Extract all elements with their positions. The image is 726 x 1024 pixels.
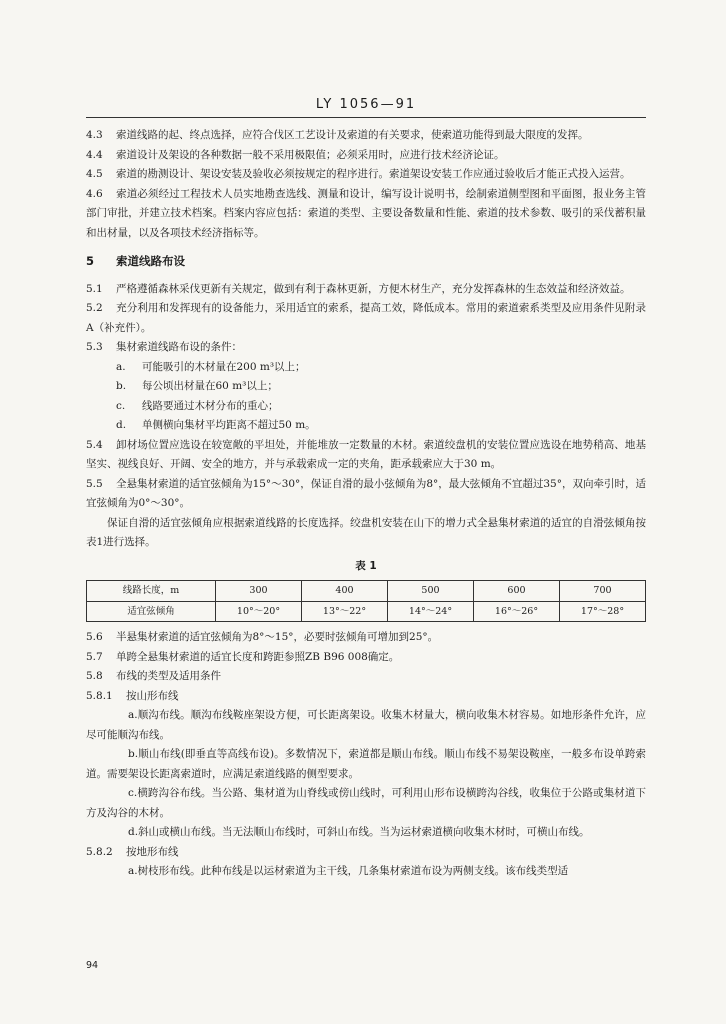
clause-4-3 bbox=[86, 126, 646, 146]
clause-number: 5.5 bbox=[86, 477, 103, 490]
clause-number: 5.6 bbox=[86, 631, 103, 643]
clause-number: 4.4 bbox=[86, 148, 103, 161]
clause-number: 5.7 bbox=[86, 650, 103, 663]
header-rule bbox=[86, 117, 646, 118]
item-text: 单侧横向集材平均距离不超过50 m。 bbox=[142, 419, 316, 431]
clause-text: 卸材场位置应选设在较宽敞的平坦处，并能堆放一定数量的木材。索道绞盘机的安装位置应选设在地势稍高、地基坚实、视线良好、开阔、安全的地方，并与承载索成一定的夹角，距承载索应大于30 m。 bbox=[86, 438, 646, 470]
clause-text: 索道设计及架设的各种数据一般不采用极限值；必须采用时，应进行技术经济论证。 bbox=[116, 148, 505, 161]
list-item bbox=[86, 862, 646, 882]
item-text: 斜山或横山布线。当无法顺山布线时，可斜山布线。当为运材索道横向收集木材时，可横山布线。 bbox=[138, 826, 590, 838]
clause-text: 集材索道线路布设的条件： bbox=[116, 341, 242, 353]
clause-text: 全悬集材索道的适宜弦倾角为15°～30°，保证自滑的最小弦倾角为8°，最大弦倾角不宜超过35°，双向牵引时，适宜弦倾角为0°～30°。 bbox=[86, 477, 646, 509]
item-text: 树枝形布线。此种布线是以运材索道为主干线，几条集材索道布设为两侧支线。该布线类型适 bbox=[137, 865, 569, 877]
item-label: d. bbox=[128, 826, 139, 838]
item-text: 横跨沟谷布线。当公路、集材道为山脊线或傍山线时，可利用山形布设横跨沟谷线，收集位于公路或集材道下方及沟谷的木材。 bbox=[86, 787, 646, 819]
clause-4-6 bbox=[86, 185, 646, 244]
table-row-lengths bbox=[87, 581, 646, 602]
list-item bbox=[86, 397, 646, 417]
clause-number: 5.8 bbox=[86, 670, 103, 682]
section-5-title bbox=[86, 252, 646, 272]
clause-5-8-1 bbox=[86, 687, 646, 707]
table-cell: 700 bbox=[560, 581, 646, 602]
clause-number: 5.2 bbox=[86, 302, 103, 314]
clause-text: 索道线路的起、终点选择，应符合伐区工艺设计及索道的有关要求，使索道功能得到最大限度的发挥。 bbox=[116, 129, 589, 141]
clause-5-6 bbox=[86, 628, 646, 648]
page-number: 94 bbox=[86, 960, 99, 971]
clause-5-8-2 bbox=[86, 843, 646, 863]
item-text: 顺沟布线。顺沟布线鞍座架设方便，可长距离架设。收集木材量大，横向收集木材容易。如地形条件允许，应尽可能顺沟布线。 bbox=[86, 709, 646, 741]
item-label: a. bbox=[128, 865, 138, 877]
section-title-text: 索道线路布设 bbox=[116, 254, 185, 268]
item-label: a. bbox=[128, 709, 138, 721]
clause-number: 5.3 bbox=[86, 341, 103, 353]
clause-number: 4.3 bbox=[86, 129, 103, 141]
table-cell: 600 bbox=[474, 581, 560, 602]
clause-5-2 bbox=[86, 299, 646, 338]
clause-5-3 bbox=[86, 338, 646, 358]
item-label: c. bbox=[116, 399, 126, 412]
table-row-angles bbox=[87, 601, 646, 622]
clause-number: 5.8.2 bbox=[86, 845, 113, 858]
clause-5-5-continuation: 保证自滑的适宜弦倾角应根据索道线路的长度选择。绞盘机安装在山下的增力式全悬集材索道的适宜的自滑弦倾角按表1进行选择。 bbox=[86, 516, 646, 548]
clause-4-4 bbox=[86, 146, 646, 166]
item-label: b. bbox=[128, 748, 139, 760]
item-label: a. bbox=[116, 360, 126, 373]
table-cell: 14°～24° bbox=[388, 601, 474, 622]
clause-text: 半悬集材索道的适宜弦倾角为8°～15°，必要时弦倾角可增加到25°。 bbox=[116, 631, 439, 643]
clause-text: 严格遵循森林采伐更新有关规定，做到有利于森林更新，方便木材生产，充分发挥森林的生态效益和经济效益。 bbox=[116, 282, 631, 295]
list-item bbox=[86, 416, 646, 436]
item-text: 每公顷出材量在60 m³以上； bbox=[142, 380, 278, 392]
item-text: 可能吸引的木材量在200 m³以上； bbox=[142, 360, 306, 373]
row-header-length: 线路长度，m bbox=[87, 581, 216, 602]
list-item bbox=[86, 706, 646, 745]
clause-text: 索道的勘测设计、架设安装及验收必须按规定的程序进行。索道架设安装工作应通过验收后才能正式投入运营。 bbox=[116, 168, 631, 180]
list-item bbox=[86, 745, 646, 784]
table-1 bbox=[86, 580, 646, 622]
clause-5-7 bbox=[86, 648, 646, 668]
list-item bbox=[86, 823, 646, 843]
row-header-angle: 适宜弦倾角 bbox=[87, 601, 216, 622]
table-1-title: 表 1 bbox=[355, 559, 377, 572]
table-cell: 400 bbox=[302, 581, 388, 602]
clause-5-4 bbox=[86, 436, 646, 475]
list-item bbox=[86, 377, 646, 397]
clause-text: 布线的类型及适用条件 bbox=[116, 670, 221, 682]
table-cell: 16°～26° bbox=[474, 601, 560, 622]
clause-5-5 bbox=[86, 475, 646, 514]
table-cell: 13°～22° bbox=[302, 601, 388, 622]
item-label: c. bbox=[128, 787, 138, 799]
clause-5-8 bbox=[86, 667, 646, 687]
clause-number: 5.8.1 bbox=[86, 689, 113, 702]
document-body bbox=[86, 126, 646, 882]
section-number: 5 bbox=[86, 254, 95, 268]
clause-number: 5.1 bbox=[86, 282, 103, 295]
list-item bbox=[86, 358, 646, 378]
clause-text: 单跨全悬集材索道的适宜长度和跨距参照ZB B96 008确定。 bbox=[116, 650, 400, 663]
item-text: 线路要通过木材分布的重心； bbox=[142, 399, 279, 412]
table-cell: 17°～28° bbox=[560, 601, 646, 622]
clause-number: 4.5 bbox=[86, 168, 103, 180]
clause-number: 4.6 bbox=[86, 187, 103, 200]
item-label: b. bbox=[116, 380, 127, 392]
clause-text: 充分利用和发挥现有的设备能力，采用适宜的索系，提高工效，降低成本。常用的索道索系类型及应用条件见附录A（补充件）。 bbox=[86, 302, 646, 334]
table-cell: 500 bbox=[388, 581, 474, 602]
standard-code-header: LY 1056—91 bbox=[315, 97, 417, 112]
clause-5-1 bbox=[86, 280, 646, 300]
table-cell: 10°～20° bbox=[216, 601, 302, 622]
clause-text: 索道必须经过工程技术人员实地勘查选线、测量和设计，编写设计说明书，绘制索道侧型图和平面图，报业务主管部门审批，并建立技术档案。档案内容应包括：索道的类型、主要设备数量和性能、索道的技术参数、吸引的采伐蓄积量和出材量，以及各项技术经济指标等。 bbox=[86, 187, 646, 239]
table-cell: 300 bbox=[216, 581, 302, 602]
item-text: 顺山布线(即垂直等高线布设)。多数情况下，索道都是顺山布线。顺山布线不易架设鞍座，一般多布设单跨索道。需要架设长距离索道时，应满足索道线路的侧型要求。 bbox=[86, 748, 646, 780]
clause-text: 按地形布线 bbox=[126, 845, 179, 858]
list-item bbox=[86, 784, 646, 823]
clause-4-5 bbox=[86, 165, 646, 185]
item-label: d. bbox=[116, 419, 127, 431]
clause-number: 5.4 bbox=[86, 438, 103, 451]
clause-text: 按山形布线 bbox=[126, 689, 179, 702]
